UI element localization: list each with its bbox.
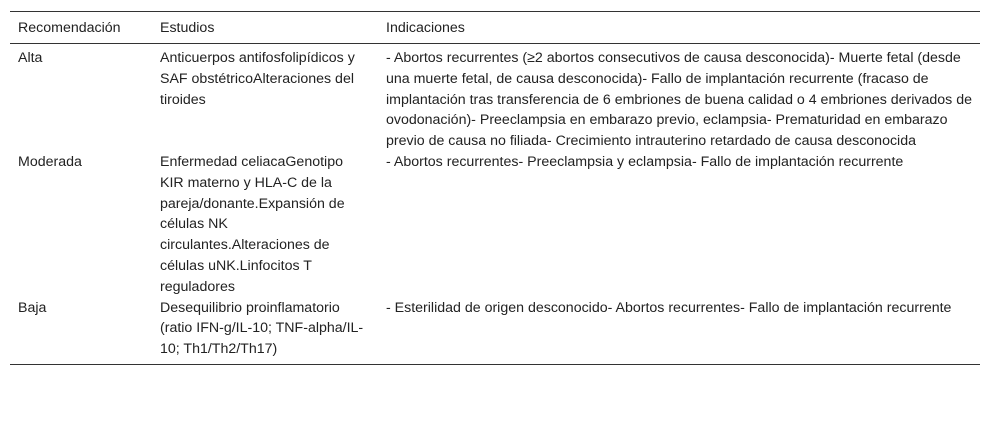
header-estudios: Estudios [160, 20, 215, 36]
table-row [10, 298, 980, 365]
recommendations-table [10, 11, 980, 365]
table-row [10, 152, 980, 298]
table-row [10, 44, 980, 152]
table-header [10, 12, 980, 44]
header-recomendacion: Recomendación [18, 20, 121, 36]
cell-recomendacion: Baja [18, 299, 47, 316]
header-indicaciones: Indicaciones [386, 20, 465, 36]
cell-estudios: Enfermedad celiacaGenotipo KIR materno y HLA-C de la pareja/donante.Expansión de células NK circulantes.Alteraciones de células uNK.Linfocitos T reguladores [160, 153, 345, 295]
cell-recomendacion: Moderada [18, 153, 82, 170]
cell-indicaciones: - Esterilidad de origen desconocido- Abortos recurrentes- Fallo de implantación recurrente [386, 299, 952, 316]
header-row [10, 12, 980, 44]
recommendations-table-container [10, 11, 980, 365]
cell-indicaciones: - Abortos recurrentes (≥2 abortos consecutivos de causa desconocida)- Muerte fetal (desde una muerte fetal, de causa desconocida)- Fallo de implantación recurrente (fracaso de implantación tras transferencia de 6 embriones de buena calidad o 4 embriones derivados de ovodonación)- Preeclampsia en embarazo previo, eclampsia- Prematuridad en embarazo previo de causa no filiada- Crecimiento intrauterino retardado de causa desconocida [386, 50, 972, 150]
cell-estudios: Desequilibrio proinflamatorio (ratio IFN-g/IL-10; TNF-alpha/IL-10; Th1/Th2/Th17) [160, 299, 364, 358]
cell-recomendacion: Alta [18, 50, 43, 66]
cell-estudios: Anticuerpos antifosfolipídicos y SAF obstétricoAlteraciones del tiroides [160, 50, 355, 108]
cell-indicaciones: - Abortos recurrentes- Preeclampsia y eclampsia- Fallo de implantación recurrente [386, 153, 904, 170]
table-body [10, 44, 980, 365]
